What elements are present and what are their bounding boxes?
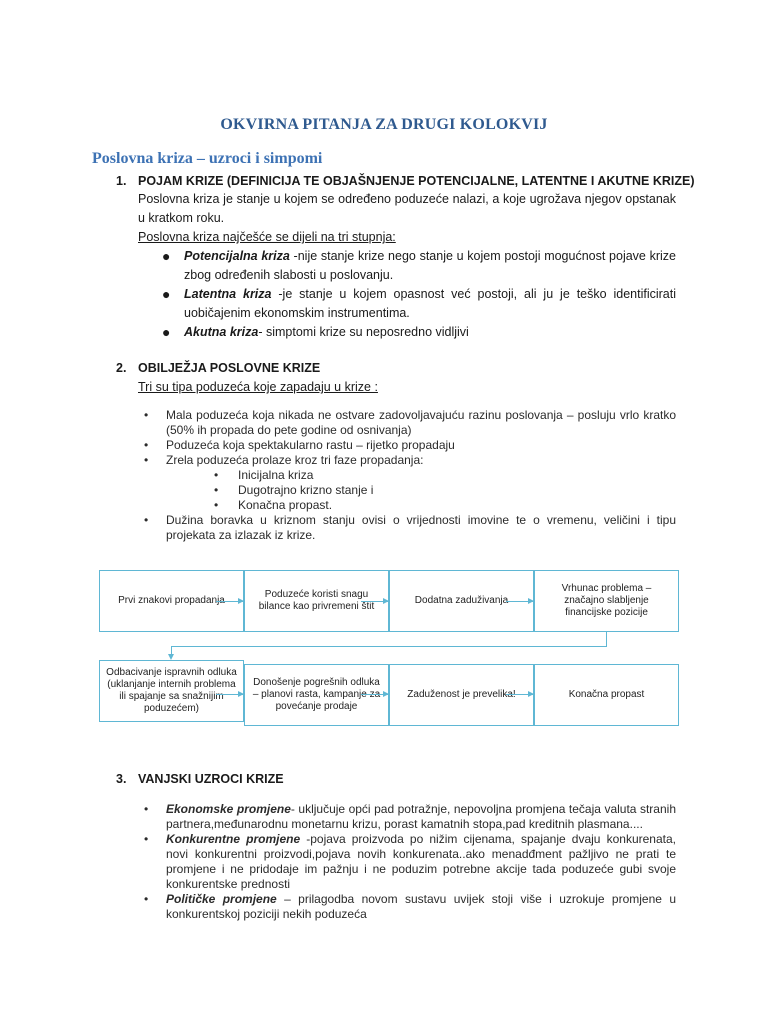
sub-list-item: • Konačna propast. xyxy=(214,498,333,512)
arrow-right-icon xyxy=(216,694,243,695)
bullet-icon: • xyxy=(144,438,149,452)
arrow-right-icon xyxy=(361,694,388,695)
bullet-icon: • xyxy=(144,408,149,422)
crisis-stages-list xyxy=(160,247,676,342)
question-1-heading: 1. POJAM KRIZE (DEFINICIJA TE OBJAŠNJENJE POTENCIJALNE, LATENTNE I AKUTNE KRIZE) xyxy=(116,174,695,188)
crisis-stages-intro: Poslovna kriza najčešće se dijeli na tri stupnja: xyxy=(138,230,396,244)
bullet-icon: • xyxy=(214,498,219,512)
connector-line xyxy=(171,646,607,647)
company-types-list xyxy=(142,408,676,543)
flow-box: Dodatna zaduživanja xyxy=(389,570,534,632)
list-item: • Konkurentne promjene -pojava proizvoda po nižim cijenama, spajanje dvaju konkurenata, novi konkurentni proizvodi,pojava novih konkurenata..ako menadđment pažljivo ne prati te promjene i ne pridodaje im pažnju i ne poduzim potrebne akcije tada poduzeće gubi svoje konkurentske prednosti xyxy=(144,832,676,891)
bullet-icon: • xyxy=(214,468,219,482)
bullet-icon: • xyxy=(144,453,149,467)
list-item: ● Potencijalna kriza -nije stanje krize nego stanje u kojem postoji mogućnost pojave krize zbog određenih slabosti u poslovanju. xyxy=(162,248,676,282)
arrow-right-icon xyxy=(506,694,533,695)
question-3-heading: 3. VANJSKI UZROCI KRIZE xyxy=(116,772,284,786)
bullet-icon: ● xyxy=(162,324,171,340)
bullet-icon: • xyxy=(144,832,149,846)
bullet-icon: • xyxy=(144,892,149,906)
list-item: • Ekonomske promjene- uključuje opći pad potražnje, nepovoljna promjena tečaja valuta stranih partnera,međunarodnu monetarnu krizu, porast kamatnih stopa,pad kreditnih plasmana.... xyxy=(144,802,676,831)
arrow-right-icon xyxy=(506,601,533,602)
document-title: OKVIRNA PITANJA ZA DRUGI KOLOKVIJ xyxy=(220,116,548,133)
list-item: • Poduzeća koja spektakularno rastu – rijetko propadaju xyxy=(144,438,455,452)
flow-box: Vrhunac problema – značajno slabljenje financijske pozicije xyxy=(534,570,679,632)
bullet-icon: • xyxy=(214,483,219,497)
sub-list-item: • Dugotrajno krizno stanje i xyxy=(214,483,374,497)
arrow-right-icon xyxy=(361,601,388,602)
list-item: • Zrela poduzeća prolaze kroz tri faze propadanja: xyxy=(144,453,424,467)
bullet-icon: ● xyxy=(162,248,171,264)
section-heading: Poslovna kriza – uzroci i simpomi xyxy=(92,150,323,167)
list-item: ● Akutna kriza- simptomi krize su neposredno vidljivi xyxy=(162,324,469,340)
company-types-intro: Tri su tipa poduzeća koje zapadaju u krize : xyxy=(138,380,378,394)
crisis-definition: Poslovna kriza je stanje u kojem se određeno poduzeće nalazi, a koje ugrožava njegov opstanak u kratkom roku. xyxy=(138,192,676,225)
connector-line xyxy=(606,632,607,647)
bullet-icon: ● xyxy=(162,286,171,302)
arrow-right-icon xyxy=(216,601,243,602)
list-item: • Mala poduzeća koja nikada ne ostvare zadovoljavajuću razinu poslovanja – posluju vrlo kratko (50% ih propada do pete godine od osnivanja) xyxy=(144,408,676,437)
list-item: ● Latentna kriza -je stanje u kojem opasnost već postoji, ali ju je teško identificirati uobičajenim ekonomskim instrumentima. xyxy=(162,286,676,320)
bullet-icon: • xyxy=(144,513,149,527)
sub-list-item: • Inicijalna kriza xyxy=(214,468,314,482)
flow-box: Prvi znakovi propadanja xyxy=(99,570,244,632)
flow-box: Poduzeće koristi snagu bilance kao privremeni štit xyxy=(244,570,389,632)
list-item: • Političke promjene – prilagodba novom sustavu uvijek stoji više i uzrokuje promjene u konkurentskoj poziciji nekih poduzeća xyxy=(144,892,677,921)
flow-box: Donošenje pogrešnih odluka – planovi rasta, kampanje za povećanje prodaje xyxy=(244,664,389,726)
bullet-icon: • xyxy=(144,802,149,816)
question-2-heading: 2. OBILJEŽJA POSLOVNE KRIZE xyxy=(116,361,321,375)
external-causes-list xyxy=(142,802,676,922)
flow-box: Zaduženost je prevelika! xyxy=(389,664,534,726)
list-item: • Dužina boravka u kriznom stanju ovisi o vrijednosti imovine te o vremenu, veličini i tipu projekata za izlazak iz krize. xyxy=(144,513,676,542)
flow-box: Konačna propast xyxy=(534,664,679,726)
flow-box: Odbacivanje ispravnih odluka (uklanjanje internih problema ili spajanje sa snažnijim poduzećem) xyxy=(99,660,244,722)
